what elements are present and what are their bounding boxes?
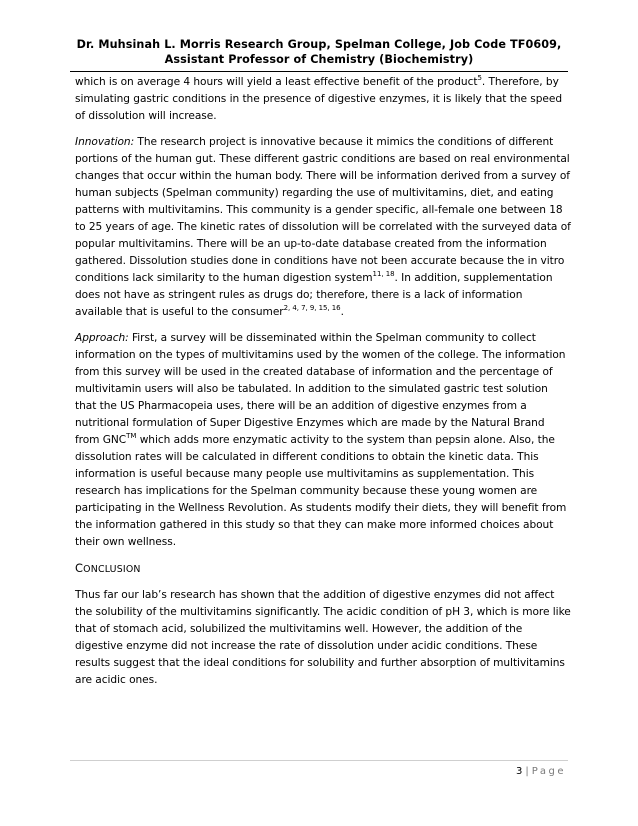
citation-superscript: 2, 4, 7, 9, 15, 16 <box>283 304 341 312</box>
page-footer <box>516 766 566 777</box>
footer-rule <box>70 760 568 761</box>
paragraph-text: which is on average 4 hours will yield a least effective benefit of the product <box>75 76 478 88</box>
paragraph-text: First, a survey will be disseminated within the Spelman community to collect information on the types of multivitamins used by the women of the college. The information from this survey will be used in the created database of information and the percentage of multivitamin users will also be tabulated. In addition to the simulated gastric test solution that the US Pharmacopeia uses, there will be an addition of digestive enzymes from a nutritional formulation of Super Digestive Enzymes which are made by the Natural Brand from GNC <box>75 332 566 446</box>
innovation-lead: Innovation: <box>75 136 135 148</box>
page-label: Page <box>531 766 566 777</box>
document-body <box>75 74 571 698</box>
page-number: 3 <box>516 766 523 777</box>
page-header <box>70 37 568 67</box>
conclusion-heading-text: CONCLUSION <box>75 561 141 575</box>
paragraph-text: . In addition, supplementation does not have as stringent rules as drugs do; therefore, there is a lack of information available that is useful to the consumer <box>75 272 553 318</box>
footer-separator: | <box>525 766 529 777</box>
paragraph-text: . Therefore, by simulating gastric conditions in the presence of digestive enzymes, it is likely that the speed of dissolution will increase. <box>75 76 563 122</box>
innovation-paragraph <box>75 134 571 321</box>
trademark-superscript: TM <box>126 432 137 440</box>
conclusion-heading <box>75 560 571 578</box>
conclusion-heading-rest: ONCLUSION <box>83 564 141 575</box>
header-line-1: Dr. Muhsinah L. Morris Research Group, Spelman College, Job Code TF0609, <box>76 38 562 51</box>
header-rule <box>70 71 568 72</box>
citation-superscript: 11, 18 <box>372 270 395 278</box>
conclusion-paragraph: Thus far our lab’s research has shown that the addition of digestive enzymes did not affect the solubility of the multivitamins significantly. The acidic condition of pH 3, which is more like that of stomach acid, solubilized the multivitamins well. However, the addition of the digestive enzyme did not increase the rate of dissolution under acidic conditions. These results suggest that the ideal conditions for solubility and further absorption of multivitamins are acidic ones. <box>75 589 571 686</box>
paragraph-text: which adds more enzymatic activity to the system than pepsin alone. Also, the dissolution rates will be calculated in different conditions to obtain the kinetic data. This information is useful because many people use multivitamins as supplementation. This research has implications for the Spelman community because these young women are participating in the Wellness Revolution. As students modify their diets, they will benefit from the information gathered in this study so that they can make more informed choices about their own wellness. <box>75 434 567 548</box>
paragraph-continuation <box>75 74 571 125</box>
paragraph-text: . <box>340 306 344 318</box>
paragraph-text: The research project is innovative because it mimics the conditions of different portions of the human gut. These different gastric conditions are based on real environmental changes that occur within the human body. There will be information derived from a survey of human subjects (Spelman community) regarding the use of multivitamins, diet, and eating patterns with multivitamins. This community is a gender specific, all-female one between 18 to 25 years of age. The kinetic rates of dissolution will be correlated with the surveyed data of popular multivitamins. There will be an up-to-date database created from the information gathered. Dissolution studies done in conditions have not been accurate because the in vitro conditions lack similarity to the human digestion system <box>75 136 571 284</box>
approach-paragraph <box>75 330 571 551</box>
approach-lead: Approach: <box>75 332 129 344</box>
citation-superscript: 5 <box>477 74 482 82</box>
header-line-2: Assistant Professor of Chemistry (Biochemistry) <box>164 53 474 66</box>
